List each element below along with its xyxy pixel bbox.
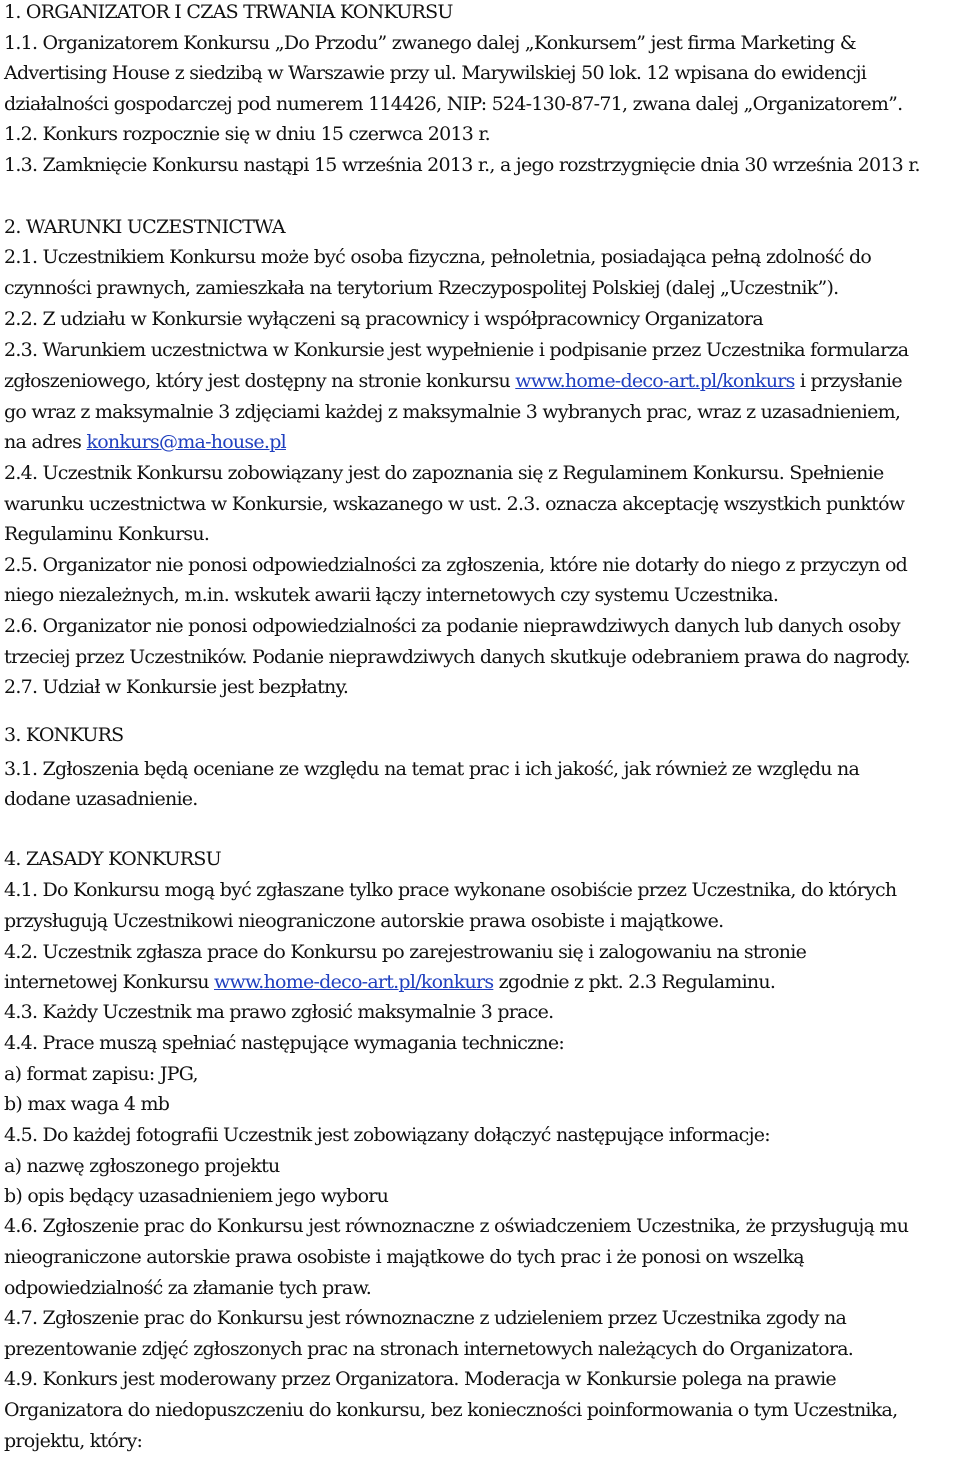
paragraph-line: a) format zapisu: JPG, <box>4 1063 198 1085</box>
section-3-heading: 3. KONKURS <box>4 724 124 746</box>
contest-website-link[interactable]: www.home-deco-art.pl/konkurs <box>515 370 795 392</box>
paragraph-line: 4.1. Do Konkursu mogą być zgłaszane tylko prace wykonane osobiście przez Uczestnika, do których <box>4 879 897 901</box>
contest-email-link[interactable]: konkurs@ma-house.pl <box>86 431 286 453</box>
paragraph-line: dodane uzasadnienie. <box>4 788 198 810</box>
paragraph-line: 4.4. Prace muszą spełniać następujące wymagania techniczne: <box>4 1032 565 1054</box>
paragraph-line: 2.6. Organizator nie ponosi odpowiedzialności za podanie nieprawdziwych danych lub danych osoby <box>4 615 900 637</box>
paragraph-line: 1.2. Konkurs rozpocznie się w dniu 15 czerwca 2013 r. <box>4 123 490 145</box>
paragraph-line: projektu, który: <box>4 1430 143 1452</box>
paragraph-line: 4.5. Do każdej fotografii Uczestnik jest zobowiązany dołączyć następujące informacje: <box>4 1124 770 1146</box>
paragraph-line: nieograniczone autorskie prawa osobiste i majątkowe do tych prac i że ponosi on wszelką <box>4 1246 804 1268</box>
text-fragment: zgłoszeniowego, który jest dostępny na stronie konkursu <box>4 370 516 392</box>
text-fragment: na adres <box>4 431 87 453</box>
paragraph-line <box>4 967 956 997</box>
paragraph-line: 4.9. Konkurs jest moderowany przez Organizatora. Moderacja w Konkursie polega na prawie <box>4 1368 836 1390</box>
paragraph-line: Advertising House z siedzibą w Warszawie przy ul. Marywilskiej 50 lok. 12 wpisana do ewidencji <box>4 62 867 84</box>
paragraph-line <box>4 366 956 396</box>
paragraph-line: niego niezależnych, m.in. wskutek awarii łączy internetowych czy systemu Uczestnika. <box>4 584 779 606</box>
paragraph-line: 4.2. Uczestnik zgłasza prace do Konkursu po zarejestrowaniu się i zalogowaniu na stronie <box>4 941 807 963</box>
paragraph-line: 4.7. Zgłoszenie prac do Konkursu jest równoznaczne z udzieleniem przez Uczestnika zgody na <box>4 1307 847 1329</box>
paragraph-line: 3.1. Zgłoszenia będą oceniane ze względu na temat prac i ich jakość, jak również ze względu na <box>4 758 860 780</box>
paragraph-line: odpowiedzialność za złamanie tych praw. <box>4 1277 372 1299</box>
paragraph-line: Organizatora do niedopuszczeniu do konkursu, bez konieczności poinformowania o tym Uczestnika, <box>4 1399 898 1421</box>
section-2-heading: 2. WARUNKI UCZESTNICTWA <box>4 216 285 238</box>
paragraph-line: go wraz z maksymalnie 3 zdjęciami każdej z maksymalnie 3 wybranych prac, wraz z uzasadnieniem, <box>4 401 901 423</box>
paragraph-line: b) max waga 4 mb <box>4 1093 170 1115</box>
paragraph-line: warunku uczestnictwa w Konkursie, wskazanego w ust. 2.3. oznacza akceptację wszystkich punktów <box>4 493 905 515</box>
paragraph-line: b) opis będący uzasadnieniem jego wyboru <box>4 1185 389 1207</box>
paragraph-line: 4.3. Każdy Uczestnik ma prawo zgłosić maksymalnie 3 prace. <box>4 1001 554 1023</box>
paragraph-line: trzeciej przez Uczestników. Podanie nieprawdziwych danych skutkuje odebraniem prawa do nagrody. <box>4 646 910 668</box>
paragraph-line: 2.3. Warunkiem uczestnictwa w Konkursie jest wypełnienie i podpisanie przez Uczestnika formularza <box>4 339 909 361</box>
paragraph-line: 2.7. Udział w Konkursie jest bezpłatny. <box>4 676 349 698</box>
paragraph-line: Regulaminu Konkursu. <box>4 523 210 545</box>
paragraph-line <box>4 427 956 457</box>
section-4-heading: 4. ZASADY KONKURSU <box>4 848 221 870</box>
paragraph-line: przysługują Uczestnikowi nieograniczone autorskie prawa osobiste i majątkowe. <box>4 910 724 932</box>
paragraph-line: 1.3. Zamknięcie Konkursu nastąpi 15 września 2013 r., a jego rozstrzygnięcie dnia 30 września 2013 r. <box>4 154 920 176</box>
paragraph-line: a) nazwę zgłoszonego projektu <box>4 1155 280 1177</box>
paragraph-line: prezentowanie zdjęć zgłoszonych prac na stronach internetowych należących do Organizatora. <box>4 1338 854 1360</box>
text-fragment: internetowej Konkursu <box>4 971 214 993</box>
text-fragment: i przysłanie <box>794 370 902 392</box>
paragraph-line: 2.5. Organizator nie ponosi odpowiedzialności za zgłoszenia, które nie dotarły do niego z przyczyn od <box>4 554 908 576</box>
contest-website-link[interactable]: www.home-deco-art.pl/konkurs <box>214 971 494 993</box>
paragraph-line: 1.1. Organizatorem Konkursu „Do Przodu” zwanego dalej „Konkursem” jest firma Marketing & <box>4 32 856 54</box>
section-1-heading: 1. ORGANIZATOR I CZAS TRWANIA KONKURSU <box>4 1 453 23</box>
paragraph-line: działalności gospodarczej pod numerem 114426, NIP: 524-130-87-71, zwana dalej „Organizatorem”. <box>4 93 903 115</box>
paragraph-line: czynności prawnych, zamieszkała na terytorium Rzeczypospolitej Polskiej (dalej „Uczestnik”). <box>4 277 839 299</box>
paragraph-line: 2.4. Uczestnik Konkursu zobowiązany jest do zapoznania się z Regulaminem Konkursu. Spełnienie <box>4 462 884 484</box>
text-fragment: zgodnie z pkt. 2.3 Regulaminu. <box>493 971 776 993</box>
paragraph-line: 2.2. Z udziału w Konkursie wyłączeni są pracownicy i współpracownicy Organizatora <box>4 308 763 330</box>
paragraph-line: 2.1. Uczestnikiem Konkursu może być osoba fizyczna, pełnoletnia, posiadająca pełną zdolność do <box>4 246 872 268</box>
paragraph-line: 4.6. Zgłoszenie prac do Konkursu jest równoznaczne z oświadczeniem Uczestnika, że przysługują mu <box>4 1215 909 1237</box>
